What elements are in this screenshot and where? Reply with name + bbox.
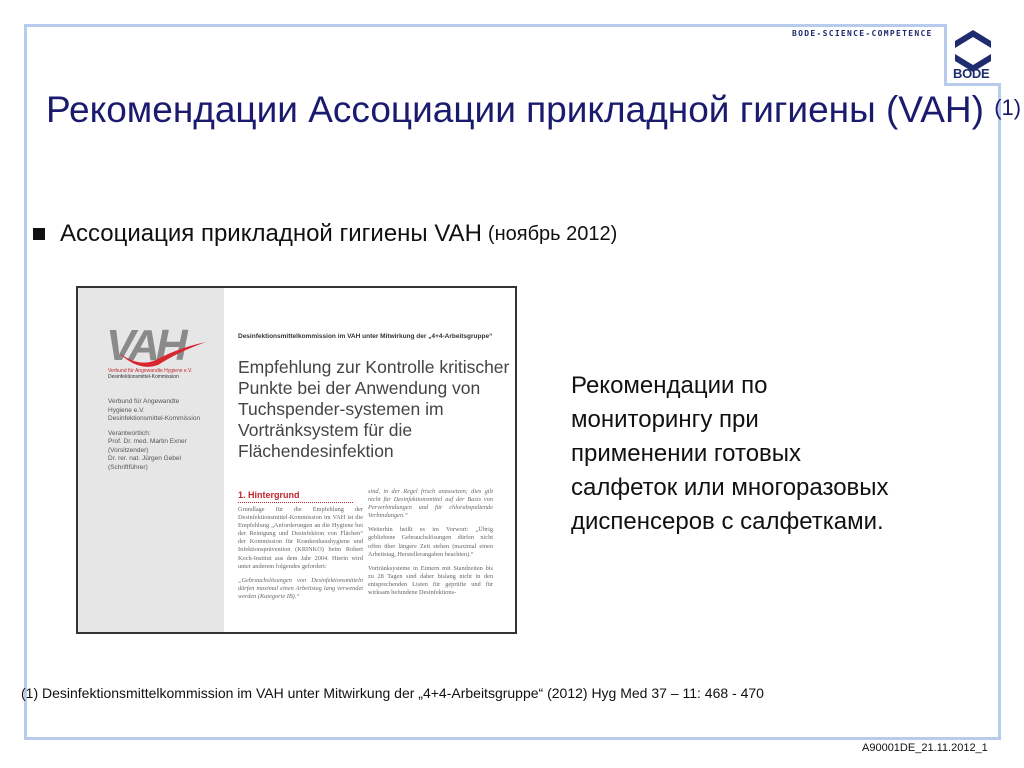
vah-logo: VAH (106, 321, 184, 370)
description-line: диспенсеров с салфетками. (571, 508, 884, 535)
info-line: (Schriftführer) (108, 463, 148, 471)
frame-right (998, 83, 1001, 740)
frame-top (24, 24, 947, 27)
document-column-1 (238, 506, 363, 607)
paragraph: Grundlage für die Empfehlung der Desinfektionsmittel-Kommission im VAH ist die Empfehlung „Anforderungen an die Hygiene bei der Reinigung und Desinfektion von Flächen“ der Kommission für Krankenhaushygiene und Infektionsprävention (KRINKO) beim Robert Koch-Institut aus dem Jahr 2004. Hierin wird unter anderem folgendes gefordert: (238, 506, 363, 570)
bullet-item (33, 220, 617, 248)
paragraph: Weiterhin heißt es im Vorwort: „Übrig gebliebene Gebrauchslösungen dürfen nicht offen über längere Zeit stehen (maximal einen Arbeitstag, Herstellerangaben beachten).“ (368, 526, 493, 558)
vah-swoosh-icon (118, 332, 208, 368)
frame-notch-horizontal (944, 83, 1001, 86)
frame-notch-vertical (944, 24, 947, 86)
square-bullet-icon (33, 228, 45, 240)
document-kicker: Desinfektionsmittelkommission im VAH unter Mitwirkung der „4+4-Arbeitsgruppe“ (238, 333, 493, 340)
description-line: салфеток или многоразовых (571, 474, 889, 501)
page-title (46, 87, 1021, 132)
document-id: A90001DE_21.11.2012_1 (862, 742, 988, 754)
info-line: (Vorsitzender) (108, 446, 149, 454)
title-ref: (1) (994, 95, 1022, 120)
paragraph: sind, in der Regel frisch anzusetzen; dies gilt nicht für Desinfektionsmittel auf der Basis von Perverbindungen und für chlorabspaltende Verbindungen.“ (368, 488, 493, 520)
description-line: применении готовых (571, 440, 802, 467)
vah-logo-sub2: Desinfektionsmittel-Kommission (108, 374, 179, 380)
left-info (108, 398, 200, 472)
description-line: мониторингу при (571, 406, 759, 433)
info-line: Dr. rer. nat. Jürgen Gebel (108, 455, 181, 462)
document-heading: Empfehlung zur Kontrolle kritischer Punkte bei der Anwendung von Tuchspender-systemen im Vortränksystem für die Flächendesinfektion (238, 357, 510, 461)
document-section-heading: 1. Hintergrund (238, 490, 353, 503)
brand-tagline: BODE-SCIENCE-COMPETENCE (792, 29, 933, 38)
bullet-text: Ассоциация прикладной гигиены VAH (60, 220, 482, 247)
paragraph: Vortränksysteme in Eimern mit Standzeiten bis zu 28 Tagen sind daher bislang nicht in den entsprechenden Listen für geprüfte und für wirksam befundene Desinfektions- (368, 564, 493, 597)
document-image (76, 286, 517, 634)
frame-bottom (24, 737, 1001, 740)
info-line: Verantwortlich: (108, 429, 151, 437)
bullet-date: (ноябрь 2012) (487, 222, 618, 245)
footnote: (1) Desinfektionsmittelkommission im VAH unter Mitwirkung der „4+4-Arbeitsgruppe“ (2012) Hyg Med 37 – 11: 468 - 470 (21, 685, 764, 701)
info-line: Prof. Dr. med. Martin Exner (108, 438, 187, 445)
vah-logo-sub1: Verbund für Angewandte Hygiene e.V. (108, 368, 193, 374)
description-text (571, 369, 889, 539)
frame-left (24, 24, 27, 740)
paragraph: „Gebrauchslösungen von Desinfektionsmitteln dürfen maximal einen Arbeitstag lang verwendet werden (Kategorie IB).“ (238, 576, 363, 600)
document-column-2 (368, 488, 493, 603)
info-line: Desinfektionsmittel-Kommission (108, 415, 201, 422)
bode-logo-text: BODE (953, 66, 990, 81)
title-text: Рекомендации Ассоциации прикладной гигиены (VAH) (46, 89, 984, 130)
info-line: Hygiene e.V. (108, 406, 145, 414)
info-line: Verbund für Angewandte (108, 398, 180, 405)
description-line: Рекомендации по (571, 372, 768, 399)
